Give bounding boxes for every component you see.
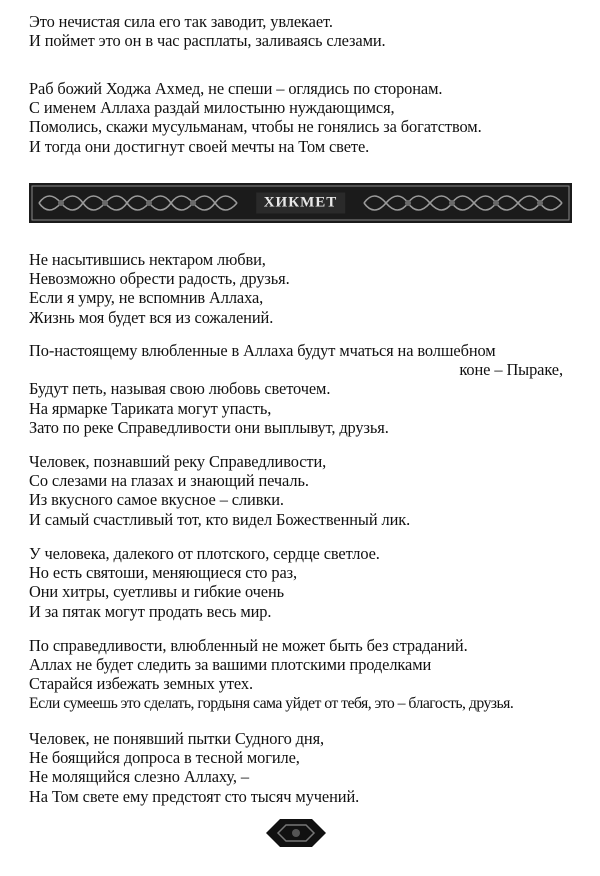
verse-line: Человек, не понявший пытки Судного дня, xyxy=(29,729,325,748)
verse-line: И самый счастливый тот, кто видел Божественный лик. xyxy=(29,509,411,529)
verse-line: По справедливости, влюбленный не может быть без страданий. xyxy=(29,636,468,655)
page-ornament-icon xyxy=(264,816,328,850)
verse-line: Человек, познавший реку Справедливости, xyxy=(29,452,327,471)
stanza-6 xyxy=(29,729,581,806)
stanza-top-1 xyxy=(29,12,581,50)
verse-line: Из вкусного самое вкусное – сливки. xyxy=(29,490,284,510)
stanza-4 xyxy=(29,544,581,621)
verse-line: Не насытившись нектаром любви, xyxy=(29,250,266,269)
verse-line: Старайся избежать земных утех. xyxy=(29,674,253,694)
verse-line: Но есть святоши, меняющиеся сто раз, xyxy=(29,563,298,583)
verse-line: На ярмарке Тариката могут упасть, xyxy=(29,398,272,418)
verse-line: На Том свете ему предстоят сто тысяч мучений. xyxy=(29,786,360,806)
verse-line: Раб божий Ходжа Ахмед, не спеши – оглядись по сторонам. xyxy=(29,79,443,98)
verse-line: Со слезами на глазах и знающий печаль. xyxy=(29,471,309,491)
verse-line: Невозможно обрести радость, друзья. xyxy=(29,269,290,289)
section-title: ХИКМЕТ xyxy=(256,193,346,214)
verse-line-continuation: коне – Пыраке, xyxy=(459,360,563,380)
verse-line: Зато по реке Справедливости они выплывут, друзья. xyxy=(29,417,389,437)
stanza-2 xyxy=(29,341,581,437)
stanza-top-2 xyxy=(29,79,581,156)
verse-line: Аллах не будет следить за вашими плотскими проделками xyxy=(29,655,432,675)
verse-line: С именем Аллаха раздай милостыню нуждающимся, xyxy=(29,98,395,118)
stanza-1 xyxy=(29,250,581,327)
stanza-3 xyxy=(29,452,581,529)
verse-line: У человека, далекого от плотского, сердце светлое. xyxy=(29,544,380,563)
verse-line: Если сумеешь это сделать, гордыня сама уйдет от тебя, это – благость, друзья. xyxy=(29,694,514,712)
verse-line: По-настоящему влюбленные в Аллаха будут мчаться на волшебном xyxy=(29,341,496,360)
verse-line: Не боящийся допроса в тесной могиле, xyxy=(29,748,300,768)
verse-line: Помолись, скажи мусульманам, чтобы не гонялись за богатством. xyxy=(29,117,482,137)
verse-line: И за пятак могут продать весь мир. xyxy=(29,601,272,621)
section-banner xyxy=(29,183,572,223)
verse-line: Не молящийся слезно Аллаху, – xyxy=(29,767,249,787)
verse-line: И поймет это он в час расплаты, заливаясь слезами. xyxy=(29,31,386,51)
verse-line: Будут петь, называя свою любовь светочем. xyxy=(29,379,331,399)
verse-line: Это нечистая сила его так заводит, увлекает. xyxy=(29,12,333,31)
verse-line: Жизнь моя будет вся из сожалений. xyxy=(29,307,274,327)
verse-line: И тогда они достигнут своей мечты на Том свете. xyxy=(29,136,370,156)
verse-line: Они хитры, суетливы и гибкие очень xyxy=(29,582,285,602)
stanza-5 xyxy=(29,636,581,713)
verse-line: Если я умру, не вспомнив Аллаха, xyxy=(29,288,264,308)
